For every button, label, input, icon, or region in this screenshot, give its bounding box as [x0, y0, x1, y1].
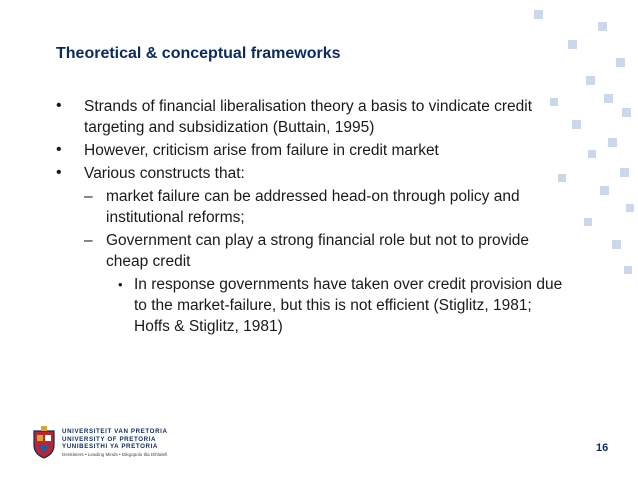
slide-content — [56, 96, 566, 337]
small-bullet-marker: • — [118, 277, 123, 292]
bullet-item — [56, 140, 566, 161]
sub-bullet-text: market failure can be addressed head-on through policy and institutional reforms; — [106, 188, 520, 226]
sub-bullet-text: Government can play a strong financial role but not to provide cheap credit — [106, 232, 530, 270]
dash-marker: – — [84, 232, 93, 249]
university-name-line: YUNIBESITHI YA PRETORIA — [62, 443, 158, 450]
bullet-marker: • — [56, 97, 62, 114]
sub-bullet-item — [56, 186, 566, 228]
bullet-marker: • — [56, 141, 62, 158]
sub-bullet-item — [56, 230, 566, 272]
university-tagline: Denkleiers • Leading Minds • Dikgopolo tša Dihlalefi — [62, 452, 168, 457]
bullet-text: However, criticism arise from failure in credit market — [84, 142, 439, 159]
university-name — [62, 428, 168, 451]
bullet-text: Various constructs that: — [84, 165, 245, 182]
bullet-text: Strands of financial liberalisation theory a basis to vindicate credit targeting and subsidization (Buttain, 1995) — [84, 98, 533, 136]
university-name-line: UNIVERSITY OF PRETORIA — [62, 435, 157, 443]
dash-marker: – — [84, 188, 93, 205]
bullet-marker: • — [56, 164, 62, 181]
page-number: 16 — [596, 442, 609, 454]
university-logo — [32, 425, 182, 465]
slide-title: Theoretical & conceptual frameworks — [56, 45, 341, 62]
bullet-item — [56, 163, 566, 184]
sub-sub-bullet-text: In response governments have taken over credit provision due to the market-failure, but this is not efficient (Stiglitz, 1981; Hoffs & Stiglitz, 1981) — [134, 276, 563, 335]
sub-sub-bullet-item — [56, 274, 566, 337]
university-name-line: UNIVERSITEIT VAN PRETORIA — [62, 428, 168, 435]
crest-icon — [32, 425, 56, 459]
bullet-item — [56, 96, 566, 138]
